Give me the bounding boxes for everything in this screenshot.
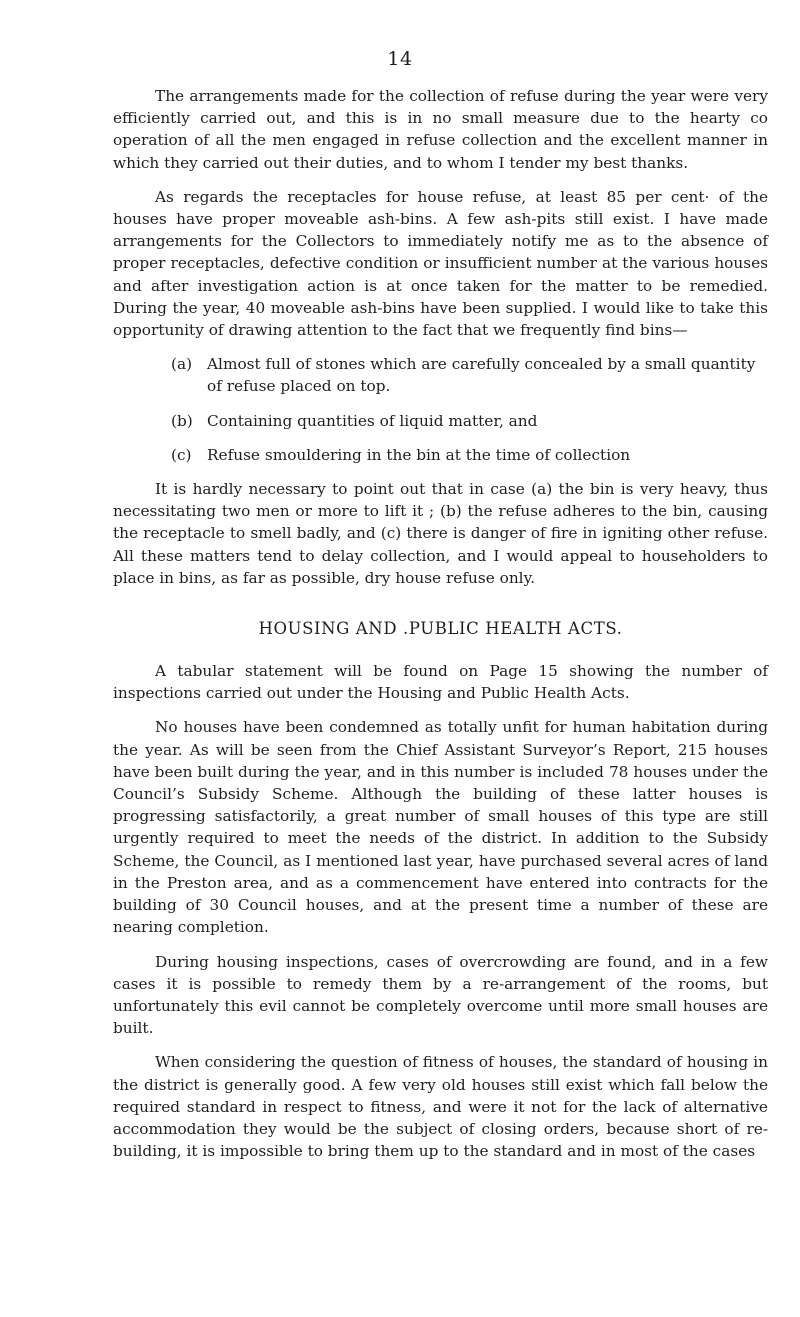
section-heading: HOUSING AND .PUBLIC HEALTH ACTS. xyxy=(258,619,623,639)
list-item-text: Refuse smouldering in the bin at the time of collection xyxy=(207,445,631,464)
list-marker: (a) xyxy=(171,355,193,374)
receptacles-paragraph: As regards the receptacles for house refuse, at least 85 per cent· of the houses have proper moveable ash-bins. A few ash-pits still exist. I have made arrangements for the Collectors to immediately notify me as to the absence of proper receptacles, defective condition or insufficient number at the various houses and after investigation action is at once taken for the matter to be remedied. During the year, 40 moveable ash-bins have been supplied. I would like to take this opportunity of drawing attention to the fact that we frequently find bins— xyxy=(113,187,768,340)
bin-problems-explanation-paragraph: It is hardly necessary to point out that in case (a) the bin is very heavy, thus necessitating two men or more to lift it ; (b) the refuse adheres to the bin, causing the receptacle to smell badly, and (c) there is danger of fire in igniting other refuse. All these matters tend to delay collection, and I would appeal to householders to place in bins, as far as possible, dry house refuse only. xyxy=(113,480,768,587)
refuse-collection-paragraph: The arrangements made for the collection of refuse during the year were very efficiently carried out, and this is in no small measure due to the hearty co operation of all the men engaged in refuse collection and the excellent manner in which they carried out their duties, and to whom I tender my best thanks. xyxy=(113,87,768,172)
list-marker: (c) xyxy=(171,445,192,464)
list-item xyxy=(171,410,768,432)
page-body xyxy=(113,85,768,1162)
list-item-text: Almost full of stones which are carefully concealed by a small quantity of refuse placed on top. xyxy=(207,355,756,396)
overcrowding-paragraph: During housing inspections, cases of overcrowding are found, and in a few cases it is possible to remedy them by a re-arrangement of the rooms, but unfortunately this evil cannot be completely overcome until more small houses are built. xyxy=(113,952,768,1038)
bin-problems-list xyxy=(113,353,768,466)
fitness-paragraph: When considering the question of fitness of houses, the standard of housing in the district is generally good. A few very old houses still exist which fall below the required standard in respect to fitness, and were it not for the lack of alternative accommodation they would be the subject of closing orders, because short of re-building, it is impossible to bring them up to the standard and in most of the cases xyxy=(113,1053,768,1161)
list-item xyxy=(171,353,768,397)
list-item-text: Containing quantities of liquid matter, and xyxy=(207,411,538,430)
inspections-paragraph: A tabular statement will be found on Page 15 showing the number of inspections carried out under the Housing and Public Health Acts. xyxy=(113,662,768,703)
list-marker: (b) xyxy=(171,411,193,430)
houses-built-paragraph: No houses have been condemned as totally unfit for human habitation during the year. As will be seen from the Chief Assistant Surveyor’s Report, 215 houses have been built during the year, and in this number is included 78 houses under the Council’s Subsidy Scheme. Although the building of these latter houses is progressing satisfactorily, a great number of small houses of this type are still urgently required to meet the needs of the district. In addition to the Subsidy Scheme, the Council, as I mentioned last year, have purchased several acres of land in the Preston area, and as a commencement have entered into contracts for the building of 30 Council houses, and at the present time a number of these are nearing completion. xyxy=(113,718,768,937)
list-item xyxy=(171,444,768,466)
page-number: 14 xyxy=(387,48,413,70)
